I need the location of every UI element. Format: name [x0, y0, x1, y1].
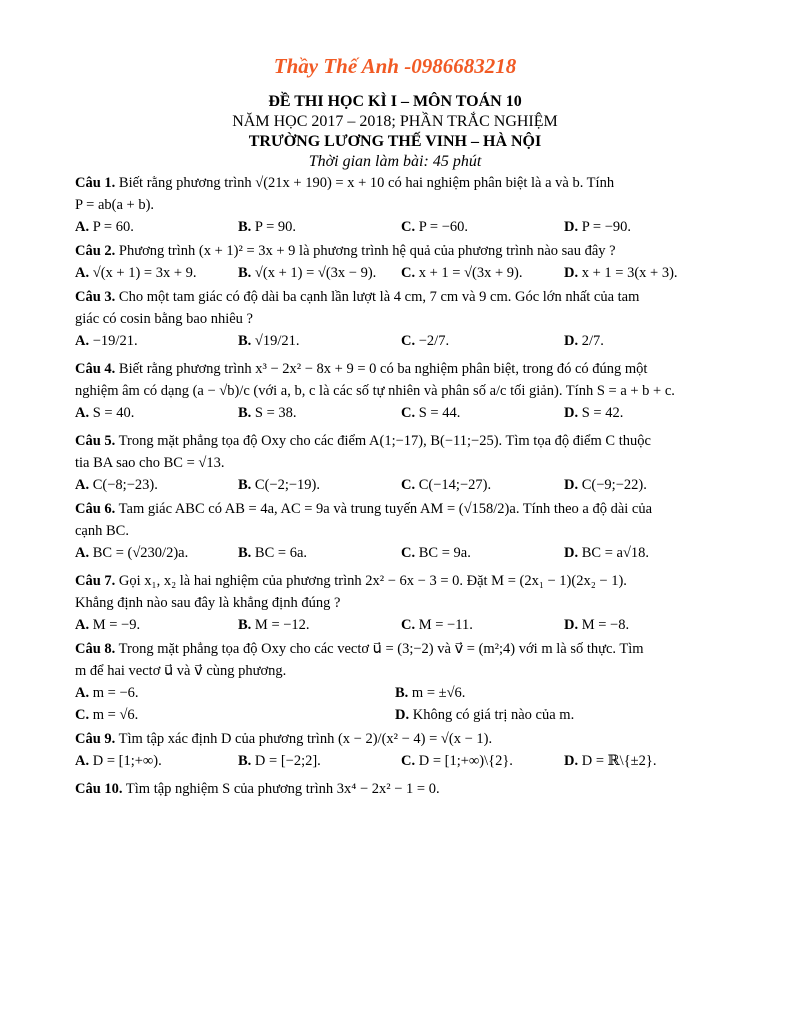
answer-option [238, 750, 401, 772]
option-key: B. [238, 545, 252, 561]
question-label: Câu 10. [75, 781, 123, 797]
option-key: C. [75, 707, 90, 723]
question-text [75, 728, 715, 750]
option-value: C(−14;−27). [418, 477, 492, 493]
option-value: m = −6. [92, 685, 139, 701]
option-key: A. [75, 685, 90, 701]
option-value: BC = a√18. [581, 545, 650, 561]
question-list [75, 172, 715, 802]
question-text [75, 520, 715, 542]
question-label: Câu 1. [75, 175, 116, 191]
option-value: BC = (√230/2)a. [92, 545, 189, 561]
question-label: Câu 7. [75, 573, 116, 589]
option-value: P = −90. [581, 219, 631, 235]
options-row [75, 704, 715, 726]
answer-option [238, 330, 401, 352]
option-key: C. [401, 265, 416, 281]
question-text [75, 240, 715, 262]
option-key: D. [564, 333, 579, 349]
question-8 [75, 638, 715, 728]
options-row [75, 216, 715, 238]
answer-option [75, 402, 238, 424]
question-text [75, 430, 715, 452]
question-text [75, 570, 715, 592]
options-row [75, 750, 715, 772]
option-value: S = 42. [581, 405, 624, 421]
option-key: B. [238, 617, 252, 633]
answer-option [238, 262, 401, 284]
option-key: D. [564, 265, 579, 281]
question-line: Phương trình (x + 1)² = 3x + 9 là phương trình hệ quả của phương trình nào sau đây ? [118, 243, 616, 259]
option-key: D. [564, 617, 579, 633]
options-row [75, 542, 715, 564]
option-value: x + 1 = √(3x + 9). [418, 265, 523, 281]
option-value: 2/7. [581, 333, 604, 349]
option-value: −2/7. [418, 333, 450, 349]
option-key: C. [401, 477, 416, 493]
answer-option [564, 262, 714, 284]
question-line: Khẳng định nào sau đây là khẳng định đúng ? [75, 595, 341, 611]
option-value: D = ℝ\{±2}. [581, 753, 657, 769]
option-value: x + 1 = 3(x + 3). [581, 265, 678, 281]
question-line: nghiệm âm có dạng (a − √b)/c (với a, b, c là các số tự nhiên và phân số a/c tối giản). Tính S = a + b + c. [75, 383, 675, 399]
option-value: P = 90. [254, 219, 297, 235]
question-text [75, 308, 715, 330]
answer-option [401, 614, 564, 636]
exam-title: ĐỀ THI HỌC KÌ I – MÔN TOÁN 10 [268, 93, 522, 110]
question-6 [75, 498, 715, 570]
question-1 [75, 172, 715, 240]
question-5 [75, 430, 715, 498]
option-value: M = −12. [254, 617, 310, 633]
answer-option [75, 216, 238, 238]
option-value: M = −8. [581, 617, 630, 633]
question-line: tia BA sao cho BC = √13. [75, 455, 225, 471]
option-value: m = √6. [92, 707, 139, 723]
option-value: C(−2;−19). [254, 477, 321, 493]
question-line: m để hai vectơ u⃗ và v⃗ cùng phương. [75, 663, 287, 679]
question-line: Biết rằng phương trình √(21x + 190) = x + 10 có hai nghiệm phân biệt là a và b. Tính [118, 175, 615, 191]
answer-option [75, 750, 238, 772]
options-row [75, 682, 715, 704]
teacher-brand: Thầy Thế Anh -0986683218 [273, 54, 517, 78]
option-key: B. [238, 477, 252, 493]
question-10 [75, 778, 715, 802]
answer-option [238, 542, 401, 564]
question-text [75, 172, 715, 194]
option-value: S = 44. [418, 405, 461, 421]
question-2 [75, 240, 715, 286]
question-line: giác có cosin bằng bao nhiêu ? [75, 311, 253, 327]
question-text [75, 358, 715, 380]
question-label: Câu 9. [75, 731, 116, 747]
question-4 [75, 358, 715, 430]
question-line: Trong mặt phẳng tọa độ Oxy cho các vectơ u⃗ = (3;−2) và v⃗ = (m²;4) với m là số thực. Tìm [118, 641, 644, 657]
option-value: S = 40. [92, 405, 135, 421]
option-key: B. [395, 685, 409, 701]
option-key: C. [401, 617, 416, 633]
question-line: Biết rằng phương trình x³ − 2x² − 8x + 9 = 0 có ba nghiệm phân biệt, trong đó có đúng một [118, 361, 648, 377]
question-9 [75, 728, 715, 778]
option-key: C. [401, 405, 416, 421]
option-key: A. [75, 753, 90, 769]
answer-option [238, 216, 401, 238]
option-key: B. [238, 265, 252, 281]
option-value: BC = 6a. [254, 545, 308, 561]
option-key: A. [75, 405, 90, 421]
question-line: Tìm tập xác định D của phương trình (x − 2)/(x² − 4) = √(x − 1). [118, 731, 493, 747]
answer-option [75, 614, 238, 636]
answer-option [564, 614, 714, 636]
answer-option [75, 330, 238, 352]
option-value: D = [−2;2]. [254, 753, 321, 769]
answer-option [564, 330, 714, 352]
option-value: Không có giá trị nào của m. [412, 707, 575, 723]
option-value: √(x + 1) = √(3x − 9). [254, 265, 377, 281]
question-label: Câu 3. [75, 289, 116, 305]
answer-option [75, 542, 238, 564]
answer-option [401, 542, 564, 564]
option-value: M = −11. [418, 617, 473, 633]
answer-option [564, 474, 714, 496]
question-label: Câu 4. [75, 361, 116, 377]
option-key: C. [401, 219, 416, 235]
answer-option [238, 474, 401, 496]
option-value: P = −60. [418, 219, 468, 235]
question-text [75, 498, 715, 520]
answer-option [401, 750, 564, 772]
option-value: D = [1;+∞). [92, 753, 162, 769]
options-row [75, 262, 715, 284]
question-line: Gọi x₁, x₂ là hai nghiệm của phương trình 2x² − 6x − 3 = 0. Đặt M = (2x₁ − 1)(2x₂ − 1). [118, 573, 627, 589]
option-value: C(−8;−23). [92, 477, 158, 493]
question-text [75, 452, 715, 474]
answer-option [75, 262, 238, 284]
option-key: A. [75, 219, 90, 235]
answer-option [564, 542, 714, 564]
question-7 [75, 570, 715, 638]
answer-option [75, 474, 238, 496]
question-text [75, 638, 715, 660]
answer-option [395, 682, 715, 704]
option-value: √(x + 1) = 3x + 9. [92, 265, 197, 281]
question-text [75, 194, 715, 216]
answer-option [401, 402, 564, 424]
option-key: A. [75, 477, 90, 493]
option-key: A. [75, 617, 90, 633]
answer-option [401, 474, 564, 496]
options-row [75, 330, 715, 352]
answer-option [238, 402, 401, 424]
options-row [75, 474, 715, 496]
question-text [75, 286, 715, 308]
question-label: Câu 2. [75, 243, 116, 259]
question-line: P = ab(a + b). [75, 197, 155, 213]
answer-option [564, 750, 714, 772]
option-key: B. [238, 219, 252, 235]
option-key: C. [401, 333, 416, 349]
option-key: A. [75, 545, 90, 561]
options-row [75, 402, 715, 424]
answer-option [401, 330, 564, 352]
option-key: D. [395, 707, 410, 723]
question-text [75, 380, 715, 402]
question-text [75, 592, 715, 614]
option-value: −19/21. [92, 333, 138, 349]
question-label: Câu 8. [75, 641, 116, 657]
option-value: BC = 9a. [418, 545, 471, 561]
option-key: A. [75, 333, 90, 349]
answer-option [401, 262, 564, 284]
answer-option [401, 216, 564, 238]
exam-subtitle: NĂM HỌC 2017 – 2018; PHẦN TRẮC NGHIỆM [232, 113, 558, 130]
option-key: C. [401, 545, 416, 561]
question-label: Câu 5. [75, 433, 116, 449]
option-key: B. [238, 333, 252, 349]
option-value: D = [1;+∞)\{2}. [418, 753, 513, 769]
question-label: Câu 6. [75, 501, 116, 517]
option-key: B. [238, 405, 252, 421]
option-value: √19/21. [254, 333, 300, 349]
option-key: D. [564, 477, 579, 493]
options-row [75, 614, 715, 636]
option-value: S = 38. [254, 405, 297, 421]
exam-time: Thời gian làm bài: 45 phút [308, 153, 482, 170]
question-line: Cho một tam giác có độ dài ba cạnh lần lượt là 4 cm, 7 cm và 9 cm. Góc lớn nhất của tam [118, 289, 640, 305]
option-value: C(−9;−22). [581, 477, 647, 493]
option-value: M = −9. [92, 617, 141, 633]
question-line: cạnh BC. [75, 523, 129, 539]
option-key: A. [75, 265, 90, 281]
question-text [75, 660, 715, 682]
question-3 [75, 286, 715, 358]
answer-option [75, 704, 395, 726]
option-key: B. [238, 753, 252, 769]
option-value: P = 60. [92, 219, 134, 235]
answer-option [395, 704, 715, 726]
option-key: D. [564, 219, 579, 235]
option-key: D. [564, 545, 579, 561]
option-key: D. [564, 753, 579, 769]
option-value: m = ±√6. [411, 685, 466, 701]
question-line: Trong mặt phẳng tọa độ Oxy cho các điểm A(1;−17), B(−11;−25). Tìm tọa độ điểm C thuộc [118, 433, 651, 449]
exam-page [75, 50, 715, 802]
option-key: C. [401, 753, 416, 769]
question-text [75, 778, 715, 800]
option-key: D. [564, 405, 579, 421]
answer-option [238, 614, 401, 636]
school-name: TRƯỜNG LƯƠNG THẾ VINH – HÀ NỘI [248, 133, 542, 150]
answer-option [75, 682, 395, 704]
question-line: Tam giác ABC có AB = 4a, AC = 9a và trung tuyến AM = (√158/2)a. Tính theo a độ dài của [118, 501, 653, 517]
answer-option [564, 402, 714, 424]
question-line: Tìm tập nghiệm S của phương trình 3x⁴ − 2x² − 1 = 0. [125, 781, 440, 797]
answer-option [564, 216, 714, 238]
